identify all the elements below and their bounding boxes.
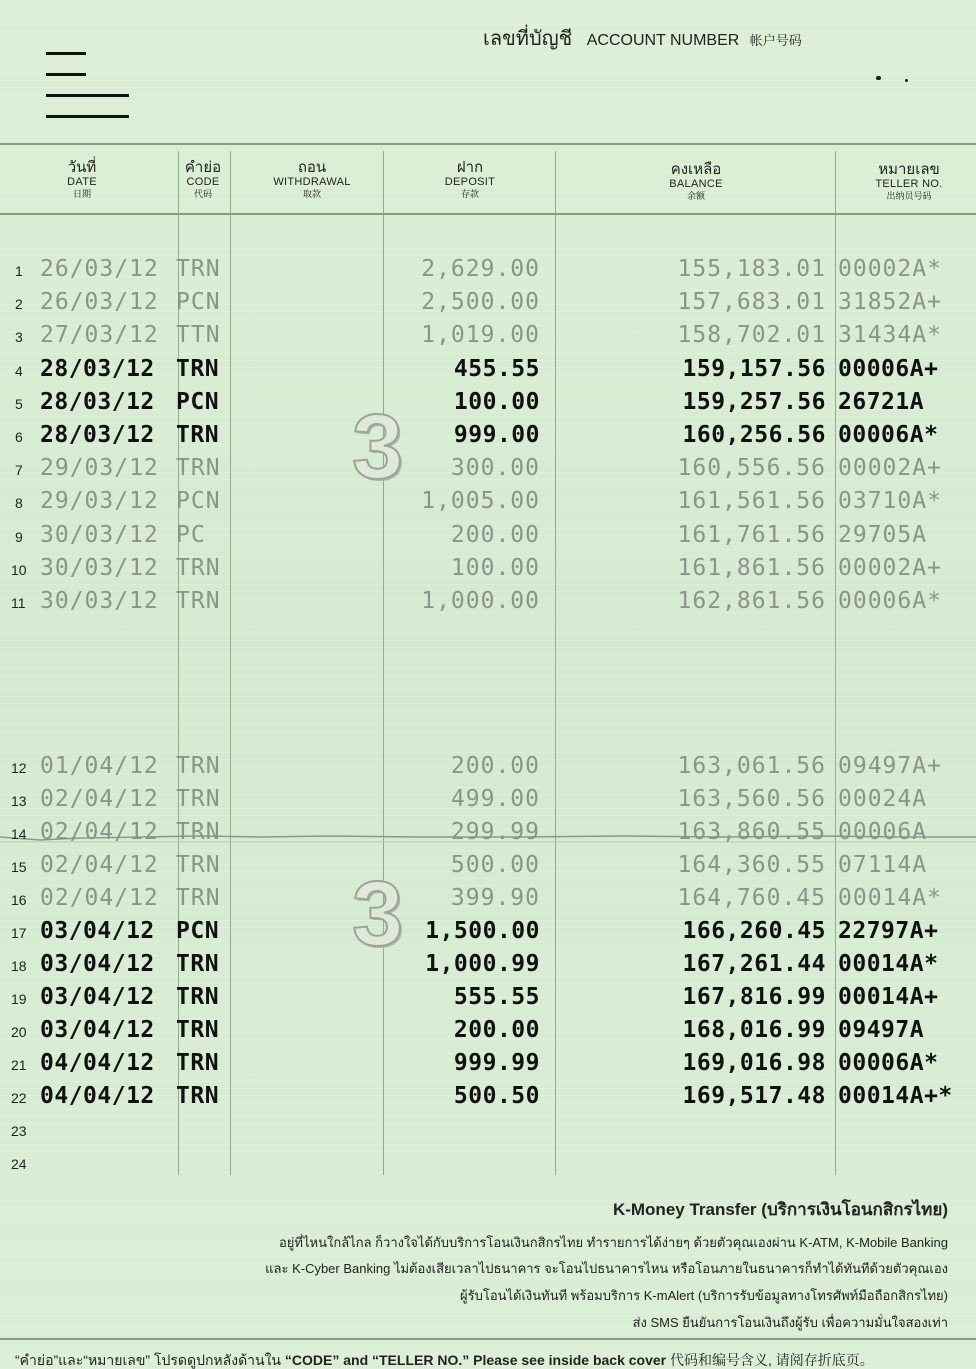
transaction-code: TRN [176,555,221,581]
row-number: 19 [11,991,27,1007]
row-number: 16 [11,892,27,908]
transaction-code: TRN [176,588,221,614]
table-row [0,322,976,352]
deposit-amount: 1,000.99 [425,951,540,977]
redaction-bar [46,94,129,97]
row-number: 10 [11,562,27,578]
transaction-date: 29/03/12 [40,488,159,514]
deposit-amount: 200.00 [450,753,540,779]
row-number: 18 [11,958,27,974]
teller-number: 03710A* [838,488,942,514]
row-number: 20 [11,1024,27,1040]
promo-title [613,1196,948,1223]
row-number: 14 [11,826,27,842]
balance-amount: 163,860.55 [677,819,826,845]
balance-amount: 160,556.56 [677,455,826,481]
transaction-code: TRN [176,1050,220,1076]
balance-amount: 168,016.99 [682,1017,826,1043]
teller-number: 31852A+ [838,289,942,315]
transaction-code: TRN [176,984,220,1010]
table-row [0,1050,976,1080]
bottom-note-chinese: 代码和编号含义, 请阅存折底页。 [670,1352,874,1368]
account-number-chinese: 帐户号码 [749,33,802,48]
deposit-amount: 299.99 [450,819,540,845]
watermark-numeral: 3 [352,396,404,498]
deposit-amount: 500.00 [450,852,540,878]
table-row [0,256,976,286]
transaction-date: 04/04/12 [40,1083,155,1109]
balance-amount: 159,257.56 [682,389,826,415]
balance-amount: 167,816.99 [682,984,826,1010]
balance-amount: 166,260.45 [682,918,826,944]
teller-number: 00014A+ [838,984,939,1010]
ink-dot [905,79,908,82]
table-row [0,588,976,618]
transaction-date: 28/03/12 [40,389,155,415]
balance-amount: 164,760.45 [677,885,826,911]
column-header-withdrawal: ถอน WITHDRAWAL 取款 [273,159,351,199]
header-bottom-line [0,213,976,215]
balance-amount: 155,183.01 [677,256,826,282]
row-number: 4 [15,363,23,379]
transaction-code: TRN [176,1017,220,1043]
transaction-code: TRN [176,819,221,845]
balance-amount: 158,702.01 [677,322,826,348]
balance-amount: 163,061.56 [677,753,826,779]
table-row [0,1083,976,1113]
promo-text-line: ผู้รับโอนได้เงินทันที พร้อมบริการ K-mAlert (บริการรับข้อมูลทางโทรศัพท์มือถือกสิกรไทย) [459,1288,948,1303]
balance-amount: 157,683.01 [677,289,826,315]
redaction-bar [46,73,86,76]
watermark-numeral: 3 [352,863,404,965]
transaction-date: 28/03/12 [40,356,155,382]
table-row [0,819,976,849]
bottom-note-strip [0,1338,976,1369]
teller-number: 00002A* [838,256,942,282]
transaction-code: TRN [176,256,221,282]
transaction-date: 02/04/12 [40,852,159,878]
row-number: 2 [15,296,23,312]
teller-number: 31434A* [838,322,942,348]
table-row [0,356,976,386]
table-row [0,1116,976,1146]
table-row [0,555,976,585]
transaction-date: 02/04/12 [40,786,159,812]
promo-title-english: K-Money Transfer [612,1200,757,1219]
bottom-note-english: “CODE” and “TELLER NO.” Please see inside back cover [284,1352,667,1368]
table-row [0,455,976,485]
teller-number: 00006A [838,819,928,845]
deposit-amount: 455.55 [453,356,540,382]
teller-number: 29705A [838,522,928,548]
deposit-amount: 1,005.00 [421,488,540,514]
balance-amount: 163,560.56 [677,786,826,812]
deposit-amount: 100.00 [453,389,540,415]
account-number-label [483,22,802,54]
balance-amount: 161,761.56 [677,522,826,548]
teller-number: 00002A+ [838,455,942,481]
row-number: 22 [11,1090,27,1106]
teller-number: 09497A [838,1017,925,1043]
transaction-code: TRN [176,753,221,779]
teller-number: 00014A+* [838,1083,953,1109]
transaction-code: PCN [176,488,221,514]
deposit-amount: 999.99 [453,1050,540,1076]
table-row [0,918,976,948]
balance-amount: 169,517.48 [682,1083,826,1109]
deposit-amount: 500.50 [453,1083,540,1109]
teller-number: 07114A [838,852,928,878]
table-row [0,885,976,915]
teller-number: 00006A+ [838,356,939,382]
transaction-date: 02/04/12 [40,819,159,845]
row-number: 24 [11,1156,27,1172]
redaction-bar [46,52,86,55]
row-number: 8 [15,495,23,511]
transaction-code: TTN [176,322,221,348]
transaction-code: TRN [176,885,221,911]
balance-amount: 159,157.56 [682,356,826,382]
table-row [0,1149,976,1179]
bottom-note [15,1350,874,1369]
transaction-date: 03/04/12 [40,951,155,977]
deposit-amount: 100.00 [450,555,540,581]
deposit-amount: 2,500.00 [421,289,540,315]
account-number-thai: เลขที่บัญชี [483,28,573,50]
transaction-code: TRN [176,786,221,812]
table-row [0,951,976,981]
row-number: 12 [11,760,27,776]
balance-amount: 169,016.98 [682,1050,826,1076]
column-header-teller-no: หมายเลข TELLER NO. 出纳员号码 [875,161,943,201]
transaction-code: TRN [176,951,220,977]
teller-number: 00006A* [838,588,942,614]
balance-amount: 162,861.56 [677,588,826,614]
teller-number: 00014A* [838,951,939,977]
row-number: 5 [15,396,23,412]
transaction-date: 01/04/12 [40,753,159,779]
table-row [0,786,976,816]
transaction-date: 30/03/12 [40,522,159,548]
row-number: 15 [11,859,27,875]
table-top-line [0,143,976,145]
deposit-amount: 999.00 [453,422,540,448]
transaction-date: 27/03/12 [40,322,159,348]
deposit-amount: 2,629.00 [421,256,540,282]
transaction-date: 02/04/12 [40,885,159,911]
redaction-bar [46,115,129,118]
deposit-amount: 1,019.00 [421,322,540,348]
transaction-date: 28/03/12 [40,422,155,448]
transaction-code: PCN [176,918,220,944]
ink-dot [876,76,881,80]
balance-amount: 164,360.55 [677,852,826,878]
teller-number: 00014A* [838,885,942,911]
deposit-amount: 399.90 [450,885,540,911]
balance-amount: 161,561.56 [677,488,826,514]
table-row [0,753,976,783]
row-number: 1 [15,263,23,279]
row-number: 23 [11,1123,27,1139]
table-row [0,984,976,1014]
transaction-date: 26/03/12 [40,256,159,282]
deposit-amount: 555.55 [453,984,540,1010]
teller-number: 00024A [838,786,928,812]
deposit-amount: 300.00 [450,455,540,481]
teller-number: 09497A+ [838,753,942,779]
teller-number: 26721A [838,389,925,415]
row-number: 17 [11,925,27,941]
transaction-date: 30/03/12 [40,555,159,581]
column-header-date: วันที่ DATE 日期 [67,159,97,199]
balance-amount: 160,256.56 [682,422,826,448]
promo-text-line: ส่ง SMS ยืนยันการโอนเงินถึงผู้รับ เพื่อความมั่นใจสองเท่า [632,1315,948,1330]
deposit-amount: 1,500.00 [425,918,540,944]
table-row [0,852,976,882]
promo-text-line: อยู่ที่ไหนใกล้ไกล ก็วางใจได้กับบริการโอนเงินกสิกรไทย ทำรายการได้ง่ายๆ ด้วยตัวคุณเองผ่าน K-ATM, K-Mobile Banking [278,1235,948,1250]
row-number: 9 [15,529,23,545]
teller-number: 00006A* [838,422,939,448]
transaction-code: PCN [176,289,221,315]
transaction-code: TRN [176,422,220,448]
deposit-amount: 200.00 [453,1017,540,1043]
bottom-note-thai: “คำย่อ”และ“หมายเลข” โปรดดูปกหลังด้านใน [15,1352,281,1368]
transaction-date: 26/03/12 [40,289,159,315]
teller-number: 22797A+ [838,918,939,944]
transaction-date: 03/04/12 [40,918,155,944]
table-row [0,488,976,518]
teller-number: 00006A* [838,1050,939,1076]
row-number: 13 [11,793,27,809]
table-row [0,422,976,452]
deposit-amount: 499.00 [450,786,540,812]
column-header-code: คำย่อ CODE 代码 [184,159,222,199]
column-header-deposit: ฝาก DEPOSIT 存款 [444,159,496,199]
deposit-amount: 200.00 [450,522,540,548]
table-row [0,289,976,319]
transaction-code: PC [176,522,206,548]
teller-number: 00002A+ [838,555,942,581]
table-row [0,522,976,552]
transaction-date: 03/04/12 [40,984,155,1010]
transaction-date: 29/03/12 [40,455,159,481]
deposit-amount: 1,000.00 [421,588,540,614]
table-row [0,1017,976,1047]
transaction-code: PCN [176,389,220,415]
transaction-code: TRN [176,356,220,382]
promo-text-line: และ K-Cyber Banking ไม่ต้องเสียเวลาไปธนาคาร จะโอนไปธนาคารไหน หรือโอนภายในธนาคารก็ทำได้ทันทีด้วยตัวคุณเอง [265,1261,948,1276]
row-number: 3 [15,329,23,345]
balance-amount: 161,861.56 [677,555,826,581]
row-number: 6 [15,429,23,445]
balance-amount: 167,261.44 [682,951,826,977]
row-number: 21 [11,1057,27,1073]
transaction-code: TRN [176,852,221,878]
transaction-code: TRN [176,1083,220,1109]
account-number-english: ACCOUNT NUMBER [586,32,740,49]
row-number: 11 [11,595,26,611]
column-header-balance: คงเหลือ BALANCE 余额 [669,161,723,201]
transaction-code: TRN [176,455,221,481]
transaction-date: 03/04/12 [40,1017,155,1043]
transaction-date: 30/03/12 [40,588,159,614]
promo-title-thai: (บริการเงินโอนกสิกรไทย) [761,1200,948,1219]
transaction-date: 04/04/12 [40,1050,155,1076]
table-row [0,389,976,419]
row-number: 7 [15,462,23,478]
